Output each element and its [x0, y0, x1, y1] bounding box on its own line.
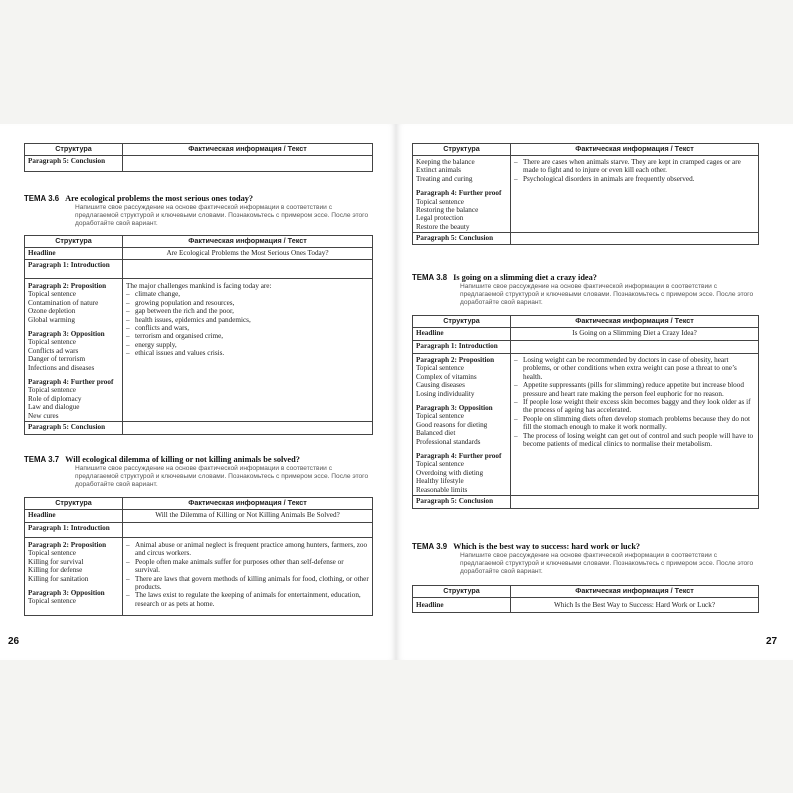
- p2-line: Ozone depletion: [28, 307, 76, 316]
- headline-label: Headline: [25, 510, 123, 523]
- headline-text: Is Going on a Slimming Diet a Crazy Idea?: [511, 328, 759, 341]
- p4-line: Healthy lifestyle: [416, 477, 464, 486]
- fact-item: – Losing weight can be recommended by doctors in case of obesity, heart problems, or other conditions when extra weight can pose a threat to one’s health.: [514, 356, 755, 381]
- facts-list: [514, 356, 755, 448]
- col-header-structure: Структура: [413, 144, 511, 156]
- topic-tag: ТЕМА 3.6: [24, 194, 60, 203]
- conclusion-label: Paragraph 5: Conclusion: [25, 422, 123, 435]
- structure-line: Keeping the balance: [416, 158, 475, 166]
- p2-line: Losing individuality: [416, 389, 475, 398]
- intro-label: Paragraph 1: Introduction: [25, 523, 123, 538]
- p3-line: Conflicts ad wars: [28, 346, 79, 355]
- fact-item: – The process of losing weight can get out of control and such people will have to become patients of medical clinics to normalise their metabolism.: [514, 432, 755, 449]
- headline-text: Which Is the Best Way to Success: Hard Work or Luck?: [511, 598, 759, 613]
- topic-3-6-instructions: Напишите свое рассуждение на основе фактической информации в соответствии с предлагаемой структурой и ключевыми словами. Познакомьтесь с примером эссе. После этого доработайте свой вариант.: [75, 204, 369, 227]
- p4-line: Topical sentence: [28, 386, 76, 395]
- fact-item: – People often make animals suffer for purposes other than self-defense or survival.: [126, 558, 369, 575]
- conclusion-label: Paragraph 5: Conclusion: [413, 233, 511, 245]
- p3-title: Paragraph 3: Opposition: [28, 330, 105, 339]
- page-number: 26: [8, 636, 20, 647]
- col-header-structure: Структура: [25, 144, 123, 156]
- fact-item: – Psychological disorders in animals are frequently observed.: [514, 175, 755, 183]
- p2-line: Killing for defense: [28, 566, 83, 575]
- fact-item: – There are laws that govern methods of killing animals for food, clothing, or other products.: [126, 575, 369, 592]
- p4-title: Paragraph 4: Further proof: [416, 189, 502, 198]
- p3-title: Paragraph 3: Opposition: [416, 404, 493, 413]
- p2-title: Paragraph 2: Proposition: [416, 356, 495, 364]
- headline-text: Will the Dilemma of Killing or Not Killing Animals Be Solved?: [123, 510, 373, 523]
- p2-line: Topical sentence: [28, 549, 76, 558]
- col-header-facts: Фактическая информация / Текст: [123, 236, 373, 248]
- structure-line: Treating and curing: [416, 174, 473, 183]
- fact-item: – If people lose weight their excess skin becomes baggy and they look older as if the process of ageing has accelerated.: [514, 398, 755, 415]
- topic-3-6-table: [24, 235, 373, 435]
- fact-item: – Animal abuse or animal neglect is frequent practice among hunters, farmers, zoo and circus workers.: [126, 541, 369, 558]
- topic-title: Which is the best way to success: hard work or luck?: [453, 542, 641, 551]
- p4-title: Paragraph 4: Further proof: [28, 378, 114, 387]
- facts-list: [126, 290, 369, 357]
- p4-line: Restoring the balance: [416, 206, 479, 215]
- p2-line: Killing for survival: [28, 557, 84, 566]
- col-header-facts: Фактическая информация / Текст: [511, 586, 759, 598]
- headline-label: Headline: [25, 248, 123, 260]
- p2-line: Topical sentence: [28, 290, 76, 299]
- headline-label: Headline: [413, 598, 511, 613]
- p2-line: Killing for sanitation: [28, 574, 89, 583]
- p2-title: Paragraph 2: Proposition: [28, 541, 107, 549]
- fact-item: – health issues, epidemics and pandemics,: [126, 316, 369, 324]
- topic-tag: ТЕМА 3.9: [412, 542, 448, 551]
- col-header-facts: Фактическая информация / Текст: [511, 144, 759, 156]
- fact-item: – ethical issues and values crisis.: [126, 349, 369, 357]
- fact-item: – The laws exist to regulate the keeping of animals for entertainment, education, research or as pets at home.: [126, 591, 369, 608]
- fact-item: – conflicts and wars,: [126, 324, 369, 332]
- col-header-structure: Структура: [25, 498, 123, 510]
- topic-3-9-table: [412, 585, 759, 613]
- p4-line: New cures: [28, 411, 59, 420]
- p4-line: Topical sentence: [416, 460, 464, 469]
- topic-3-7-heading: [24, 455, 300, 464]
- intro-label: Paragraph 1: Introduction: [413, 341, 511, 354]
- p4-title: Paragraph 4: Further proof: [416, 452, 502, 461]
- facts-intro: The major challenges mankind is facing today are:: [126, 282, 272, 290]
- col-header-facts: Фактическая информация / Текст: [123, 498, 373, 510]
- col-header-structure: Структура: [413, 586, 511, 598]
- p3-line: Good reasons for dieting: [416, 420, 488, 429]
- topic-tag: ТЕМА 3.8: [412, 273, 448, 282]
- fact-item: – climate change,: [126, 290, 369, 298]
- p2-title: Paragraph 2: Proposition: [28, 282, 107, 290]
- left-top-table: [24, 143, 373, 172]
- headline-text: Are Ecological Problems the Most Serious Ones Today?: [123, 248, 373, 260]
- p4-line: Law and dialogue: [28, 403, 80, 412]
- conclusion-label: Paragraph 5: Conclusion: [413, 496, 511, 509]
- headline-label: Headline: [413, 328, 511, 341]
- p2-line: Contamination of nature: [28, 298, 99, 307]
- fact-item: – terrorism and organised crime,: [126, 332, 369, 340]
- topic-3-8-table: [412, 315, 759, 509]
- p2-line: Global warming: [28, 315, 75, 324]
- col-header-facts: Фактическая информация / Текст: [123, 144, 373, 156]
- col-header-structure: Структура: [25, 236, 123, 248]
- topic-3-7-instructions: Напишите свое рассуждение на основе фактической информации в соответствии с предлагаемой структурой и ключевыми словами. Познакомьтесь с примером эссе. После этого доработайте свой вариант.: [75, 465, 369, 488]
- conclusion-label: Paragraph 5: Conclusion: [25, 156, 123, 172]
- right-page: [396, 124, 793, 660]
- topic-3-8-instructions: Напишите свое рассуждение на основе фактической информации в соответствии с предлагаемой структурой и ключевыми словами. Познакомьтесь с примером эссе. После этого доработайте свой вариант.: [460, 283, 754, 306]
- p4-line: Reasonable limits: [416, 485, 468, 494]
- fact-item: – People on slimming diets often develop stomach problems because they do not fill the stomach enough to make it work normally.: [514, 415, 755, 432]
- topic-3-9-heading: [412, 542, 640, 551]
- fact-item: – There are cases when animals starve. They are kept in cramped cages or are made to fight and to injure or even kill each other.: [514, 158, 755, 175]
- page-number: 27: [766, 636, 778, 647]
- p2-line: Complex of vitamins: [416, 372, 477, 381]
- p3-line: Topical sentence: [416, 412, 464, 421]
- right-top-table: [412, 143, 759, 245]
- col-header-structure: Структура: [413, 316, 511, 328]
- p3-line: Balanced diet: [416, 429, 456, 438]
- topic-3-9-instructions: Напишите свое рассуждение на основе фактической информации в соответствии с предлагаемой структурой и ключевыми словами. Познакомьтесь с примером эссе. После этого доработайте свой вариант.: [460, 552, 754, 575]
- p4-line: Topical sentence: [416, 197, 464, 206]
- p4-line: Role of diplomacy: [28, 394, 82, 403]
- p3-line: Topical sentence: [28, 338, 76, 347]
- p3-line: Topical sentence: [28, 597, 76, 606]
- p4-line: Restore the beauty: [416, 222, 470, 231]
- p2-line: Causing diseases: [416, 381, 465, 390]
- structure-line: Extinct animals: [416, 166, 461, 175]
- facts-list: [514, 158, 755, 183]
- topic-3-8-heading: [412, 273, 597, 282]
- p4-line: Legal protection: [416, 214, 464, 223]
- fact-item: – growing population and resources,: [126, 299, 369, 307]
- fact-item: – energy supply,: [126, 341, 369, 349]
- topic-3-6-heading: [24, 194, 253, 203]
- topic-title: Will ecological dilemma of killing or not killing animals be solved?: [65, 455, 300, 464]
- col-header-facts: Фактическая информация / Текст: [511, 316, 759, 328]
- fact-item: – gap between the rich and the poor,: [126, 307, 369, 315]
- p3-line: Infections and diseases: [28, 363, 95, 372]
- topic-title: Is going on a slimming diet a crazy idea?: [453, 273, 597, 282]
- topic-3-7-table: [24, 497, 373, 616]
- topic-title: Are ecological problems the most serious ones today?: [65, 194, 254, 203]
- p3-line: Professional standards: [416, 437, 481, 446]
- p3-title: Paragraph 3: Opposition: [28, 589, 105, 598]
- facts-list: [126, 541, 369, 608]
- p4-line: Overdoing with dieting: [416, 468, 484, 477]
- left-page: [0, 124, 396, 660]
- p3-line: Danger of terrorism: [28, 355, 86, 364]
- p2-line: Topical sentence: [416, 364, 464, 373]
- topic-tag: ТЕМА 3.7: [24, 455, 60, 464]
- fact-item: – Appetite suppressants (pills for slimming) reduce appetite but increase blood pressure and heart rate making the person feel euphoric for no reason.: [514, 381, 755, 398]
- intro-label: Paragraph 1: Introduction: [25, 260, 123, 279]
